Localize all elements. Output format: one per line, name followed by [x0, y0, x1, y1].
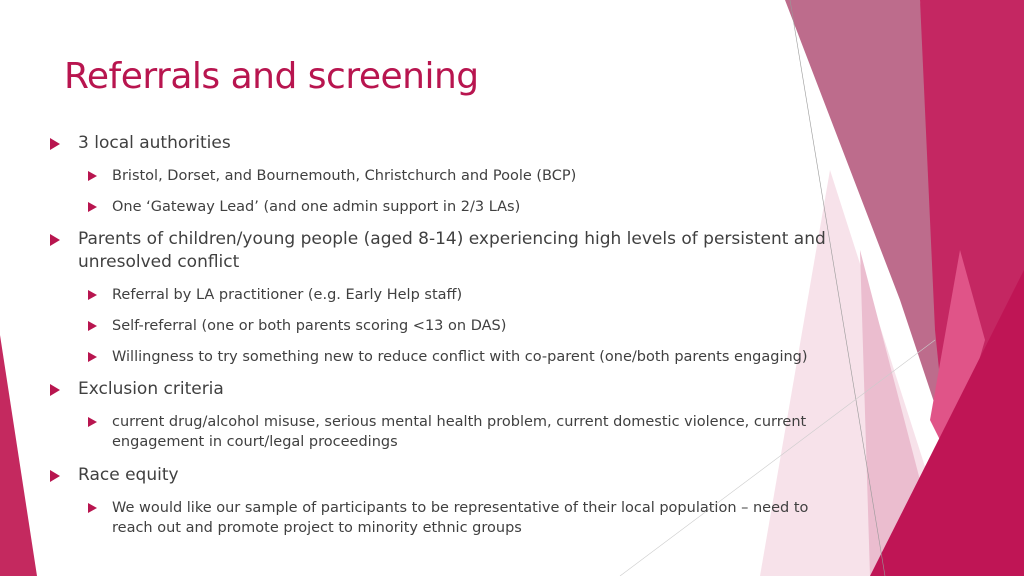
sub-bullet-text: current drug/alcohol misuse, serious mental health problem, current domestic violence, current engagement in court/legal proceedings — [112, 414, 807, 450]
bullet-arrow-icon — [88, 503, 97, 513]
sub-bullet — [88, 316, 506, 336]
bullet-arrow-icon — [88, 321, 97, 331]
sub-bullet-text: One ‘Gateway Lead’ (and one admin support in 2/3 LAs) — [112, 199, 521, 215]
bullet-arrow-icon — [50, 384, 60, 396]
bullet-race-equity — [50, 464, 179, 487]
bullet-parents — [50, 228, 840, 274]
sub-bullet-text: Self-referral (one or both parents scoring <13 on DAS) — [112, 318, 507, 334]
bullet-text: Exclusion criteria — [78, 379, 224, 399]
bullet-arrow-icon — [88, 352, 97, 362]
bullet-arrow-icon — [88, 202, 97, 212]
sub-bullet-text: We would like our sample of participants to be representative of their local population – need to reach out and promote project to minority ethnic groups — [112, 500, 809, 536]
bullet-arrow-icon — [50, 470, 60, 482]
sub-bullet — [88, 412, 868, 452]
bullet-arrow-icon — [50, 234, 60, 246]
bullet-arrow-icon — [88, 417, 97, 427]
slide-title: Referrals and screening — [64, 56, 479, 97]
sub-bullet-text: Willingness to try something new to reduce conflict with co-parent (one/both parents engaging) — [112, 349, 808, 365]
left-accent-shape — [0, 335, 37, 576]
sub-bullet — [88, 498, 848, 538]
sub-bullet-text: Referral by LA practitioner (e.g. Early Help staff) — [112, 287, 463, 303]
sub-bullet — [88, 347, 868, 367]
sub-bullet — [88, 166, 576, 186]
bullet-arrow-icon — [88, 290, 97, 300]
bullet-text: Race equity — [78, 465, 179, 485]
bullet-exclusion — [50, 378, 224, 401]
bullet-arrow-icon — [50, 138, 60, 150]
bullet-local-authorities — [50, 132, 231, 155]
sub-bullet — [88, 197, 520, 217]
bullet-text: Parents of children/young people (aged 8-14) experiencing high levels of persistent and unresolved conflict — [78, 229, 826, 272]
sub-bullet-text: Bristol, Dorset, and Bournemouth, Christchurch and Poole (BCP) — [112, 168, 577, 184]
sub-bullet — [88, 285, 462, 305]
bullet-arrow-icon — [88, 171, 97, 181]
bullet-text: 3 local authorities — [78, 133, 231, 153]
